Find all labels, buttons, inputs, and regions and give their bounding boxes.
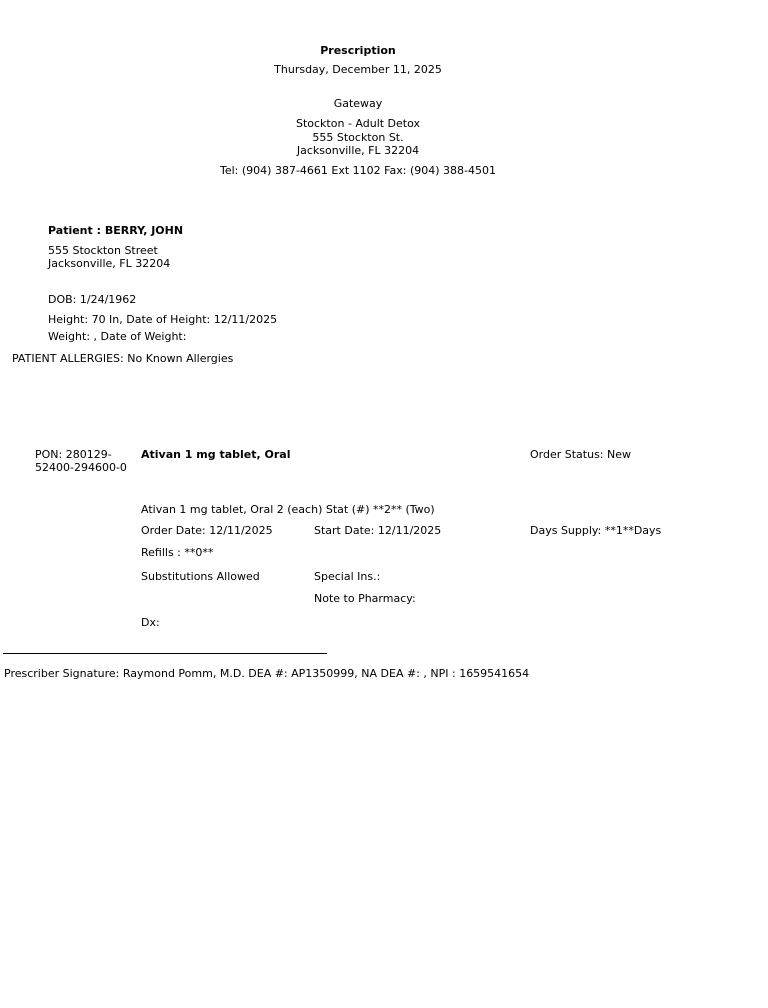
prescriber-signature: Prescriber Signature: Raymond Pomm, M.D. DEA #: AP1350999, NA DEA #: , NPI : 1659541654 bbox=[4, 667, 530, 680]
patient-address-line1: 555 Stockton Street bbox=[48, 244, 158, 257]
drug-title: Ativan 1 mg tablet, Oral bbox=[141, 448, 291, 461]
order-date: Order Date: 12/11/2025 bbox=[141, 524, 273, 537]
patient-address-line2: Jacksonville, FL 32204 bbox=[48, 257, 171, 270]
pon-line2: 52400-294600-0 bbox=[35, 461, 127, 474]
pon-line1: PON: 280129- bbox=[35, 448, 112, 461]
refills: Refills : **0** bbox=[141, 546, 214, 559]
facility-contact: Tel: (904) 387-4661 Ext 1102 Fax: (904) 388-4501 bbox=[220, 164, 496, 177]
patient-height: Height: 70 In, Date of Height: 12/11/2025 bbox=[48, 313, 278, 326]
order-status: Order Status: New bbox=[530, 448, 632, 461]
prescription-date: Thursday, December 11, 2025 bbox=[274, 63, 442, 76]
facility-address-line1: 555 Stockton St. bbox=[312, 131, 404, 144]
facility-address-line2: Jacksonville, FL 32204 bbox=[296, 144, 420, 157]
start-date: Start Date: 12/11/2025 bbox=[314, 524, 442, 537]
substitutions: Substitutions Allowed bbox=[141, 570, 260, 583]
drug-sig: Ativan 1 mg tablet, Oral 2 (each) Stat (#) **2** (Two) bbox=[141, 503, 435, 516]
patient-allergies: PATIENT ALLERGIES: No Known Allergies bbox=[12, 352, 234, 365]
signature-line bbox=[3, 653, 327, 654]
diagnosis: Dx: bbox=[141, 616, 160, 629]
organization-name: Gateway bbox=[333, 97, 383, 110]
days-supply: Days Supply: **1**Days bbox=[530, 524, 662, 537]
facility-name: Stockton - Adult Detox bbox=[295, 117, 421, 130]
patient-weight: Weight: , Date of Weight: bbox=[48, 330, 187, 343]
document-title: Prescription bbox=[320, 44, 396, 57]
special-instructions: Special Ins.: bbox=[314, 570, 381, 583]
note-to-pharmacy: Note to Pharmacy: bbox=[314, 592, 416, 605]
patient-name: Patient : BERRY, JOHN bbox=[48, 224, 184, 237]
patient-dob: DOB: 1/24/1962 bbox=[48, 293, 137, 306]
